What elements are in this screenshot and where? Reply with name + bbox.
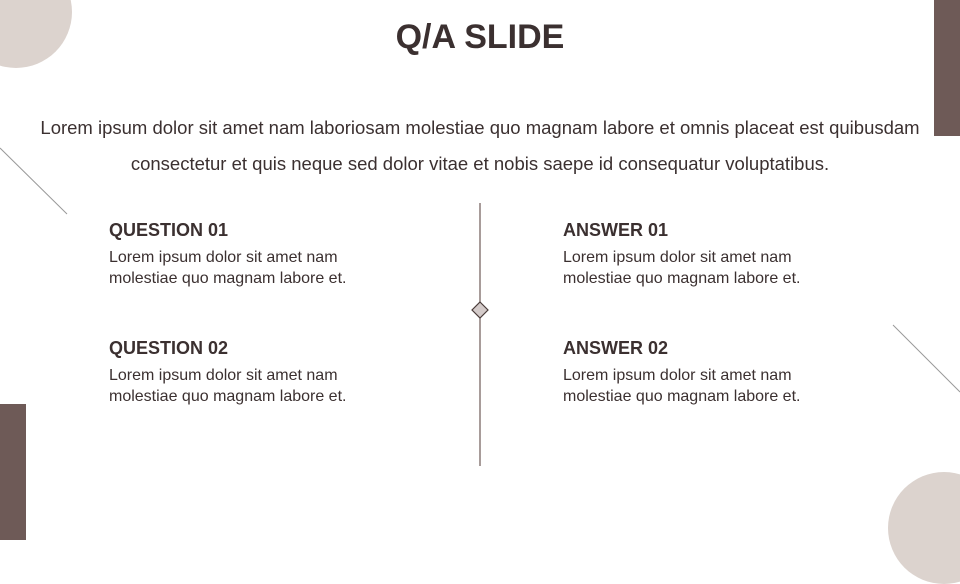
answer-02-body: Lorem ipsum dolor sit amet nam molestiae quo magnam labore et. <box>563 367 801 405</box>
answer-02-title: ANSWER 02 <box>563 338 669 358</box>
question-02 <box>109 338 399 407</box>
answer-02 <box>563 338 853 407</box>
question-02-body: Lorem ipsum dolor sit amet nam molestiae quo magnam labore et. <box>109 367 347 405</box>
intro-text: Lorem ipsum dolor sit amet nam laboriosam molestiae quo magnam labore et omnis placeat est quibusdam consectetur et quis neque sed dolor vitae et nobis saepe id consequatur voluptatibus. <box>40 117 920 174</box>
question-02-title: QUESTION 02 <box>109 338 229 358</box>
answer-01 <box>563 220 853 289</box>
answer-01-title: ANSWER 01 <box>563 220 669 240</box>
answer-01-body: Lorem ipsum dolor sit amet nam molestiae quo magnam labore et. <box>563 249 801 287</box>
question-01 <box>109 220 399 289</box>
page-title: Q/A SLIDE <box>395 18 565 56</box>
question-01-title: QUESTION 01 <box>109 220 229 240</box>
question-01-body: Lorem ipsum dolor sit amet nam molestiae quo magnam labore et. <box>109 249 347 287</box>
